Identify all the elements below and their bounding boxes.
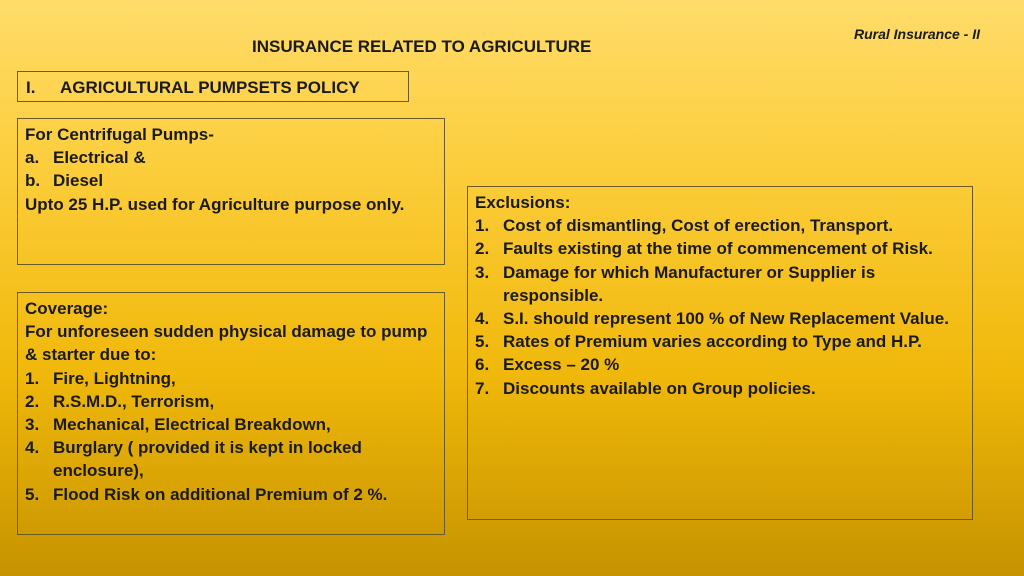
list-item [475,307,965,330]
slide-subtitle: Rural Insurance - II [853,26,980,42]
list-text: Excess – 20 % [503,355,620,375]
list-item [25,367,437,390]
policy-number: I. [26,78,36,97]
list-index: 5. [25,484,40,504]
list-text: S.I. should represent 100 % of New Replacement Value. [503,309,949,329]
list-text: Faults existing at the time of commencement of Risk. [503,239,933,259]
list-index: 1. [475,216,490,236]
coverage-intro: For unforeseen sudden physical damage to pump & starter due to: [25,322,428,365]
list-item [25,146,437,169]
list-item [25,390,437,413]
list-index: 3. [475,262,490,282]
list-item [475,377,965,400]
list-index: b. [25,171,41,191]
list-index: 7. [475,378,490,398]
list-text: Flood Risk on additional Premium of 2 %. [53,484,388,504]
list-text: Fire, Lightning, [53,368,176,388]
list-index: 3. [25,415,40,435]
pumps-box [17,118,445,265]
list-item [475,237,965,260]
list-text: Discounts available on Group policies. [503,378,816,398]
coverage-heading: Coverage: [25,299,109,318]
exclusions-box [467,186,973,520]
list-item [25,169,437,192]
list-item [25,436,437,482]
list-text: Cost of dismantling, Cost of erection, Transport. [503,216,894,236]
list-text: Diesel [53,171,104,191]
list-index: 2. [25,391,40,411]
list-index: 2. [475,239,490,259]
exclusions-heading: Exclusions: [475,193,571,212]
list-text: Burglary ( provided it is kept in locked enclosure), [53,438,362,481]
list-item [475,353,965,376]
pumps-heading: For Centrifugal Pumps- [25,125,214,144]
list-text: Rates of Premium varies according to Type and H.P. [503,332,922,352]
list-index: a. [25,148,40,168]
list-item [475,261,965,307]
list-text: Mechanical, Electrical Breakdown, [53,415,331,435]
list-text: R.S.M.D., Terrorism, [53,391,215,411]
list-item [25,483,437,506]
list-index: 4. [25,438,40,458]
list-item [25,413,437,436]
list-text: Damage for which Manufacturer or Supplier is responsible. [503,262,876,305]
coverage-box [17,292,445,535]
list-index: 1. [25,368,40,388]
policy-name: AGRICULTURAL PUMPSETS POLICY [60,78,360,97]
list-index: 4. [475,309,490,329]
pumps-scope: Upto 25 H.P. used for Agriculture purpose only. [25,194,405,214]
list-item [475,214,965,237]
list-index: 6. [475,355,490,375]
list-item [475,330,965,353]
policy-heading-box [17,71,409,102]
list-index: 5. [475,332,490,352]
slide-title: INSURANCE RELATED TO AGRICULTURE [252,37,592,56]
list-text: Electrical & [53,148,146,168]
